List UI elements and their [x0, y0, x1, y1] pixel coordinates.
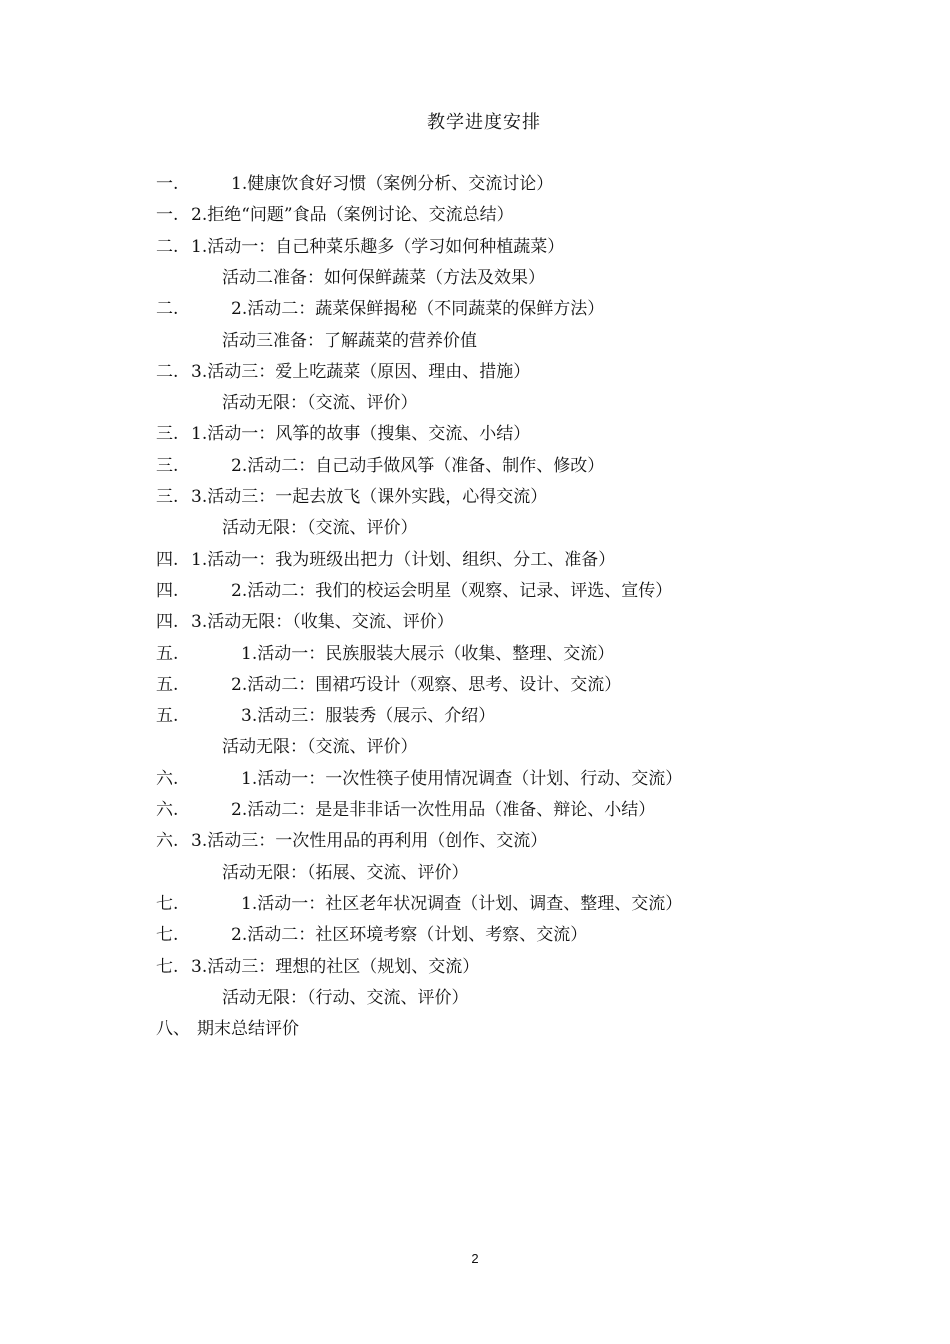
- schedule-line: [0, 359, 950, 385]
- schedule-line: [0, 171, 950, 197]
- schedule-line: [0, 296, 950, 322]
- week-number: 三.: [156, 456, 179, 476]
- schedule-line: [0, 922, 950, 948]
- schedule-line: [0, 578, 950, 604]
- schedule-line: [0, 954, 950, 980]
- activity-text: 活动无限：（行动、交流、评价）: [222, 988, 469, 1008]
- activity-text: 活动二准备：如何保鲜蔬菜（方法及效果）: [222, 268, 545, 288]
- schedule-line: [0, 328, 950, 354]
- activity-text: 3.活动三：一次性用品的再利用（创作、交流）: [191, 831, 548, 851]
- schedule-line: [0, 390, 950, 416]
- week-number: 三.: [156, 424, 179, 444]
- schedule-line: [0, 609, 950, 635]
- schedule-line: [0, 1016, 950, 1042]
- activity-text: 3.活动无限：（收集、交流、评价）: [191, 612, 454, 632]
- schedule-line: [0, 828, 950, 854]
- activity-text: 3.活动三：服装秀（展示、介绍）: [241, 706, 496, 726]
- schedule-line: [0, 202, 950, 228]
- document-title: 教学进度安排: [427, 112, 541, 133]
- week-number: 一.: [156, 205, 179, 225]
- week-number: 一.: [156, 174, 179, 194]
- activity-text: 活动无限：（交流、评价）: [222, 737, 418, 757]
- activity-text: 1.活动一：民族服装大展示（收集、整理、交流）: [241, 644, 615, 664]
- schedule-line: [0, 453, 950, 479]
- schedule-line: [0, 985, 950, 1011]
- activity-text: 3.活动三：一起去放飞（课外实践，心得交流）: [191, 487, 548, 507]
- schedule-line: [0, 234, 950, 260]
- week-number: 四.: [156, 550, 179, 570]
- week-number: 六.: [156, 831, 179, 851]
- schedule-line: [0, 797, 950, 823]
- week-number: 三.: [156, 487, 179, 507]
- activity-text: 1.健康饮食好习惯（案例分析、交流讨论）: [231, 174, 554, 194]
- week-number: 五.: [156, 675, 179, 695]
- schedule-line: [0, 766, 950, 792]
- schedule-line: [0, 641, 950, 667]
- week-number: 四.: [156, 612, 179, 632]
- week-number: 六.: [156, 769, 179, 789]
- activity-text: 2.活动二：自己动手做风筝（准备、制作、修改）: [231, 456, 605, 476]
- activity-text: 2.活动二：围裙巧设计（观察、思考、设计、交流）: [231, 675, 622, 695]
- activity-text: 2.拒绝“问题”食品（案例讨论、交流总结）: [191, 205, 514, 225]
- activity-text: 1.活动一：一次性筷子使用情况调查（计划、行动、交流）: [241, 769, 683, 789]
- activity-text: 活动无限：（交流、评价）: [222, 518, 418, 538]
- activity-text: 活动无限：（交流、评价）: [222, 393, 418, 413]
- week-number: 二.: [156, 362, 179, 382]
- schedule-line: [0, 547, 950, 573]
- activity-text: 期末总结评价: [197, 1019, 299, 1039]
- schedule-line: [0, 703, 950, 729]
- week-number: 六.: [156, 800, 179, 820]
- activity-text: 2.活动二：社区环境考察（计划、考察、交流）: [231, 925, 588, 945]
- activity-text: 3.活动三：爱上吃蔬菜（原因、理由、措施）: [191, 362, 531, 382]
- schedule-line: [0, 421, 950, 447]
- week-number: 二.: [156, 299, 179, 319]
- schedule-line: [0, 860, 950, 886]
- week-number: 二.: [156, 237, 179, 257]
- schedule-line: [0, 734, 950, 760]
- week-number: 四.: [156, 581, 179, 601]
- schedule-line: [0, 672, 950, 698]
- activity-text: 2.活动二：蔬菜保鲜揭秘（不同蔬菜的保鲜方法）: [231, 299, 605, 319]
- week-number: 七.: [156, 894, 179, 914]
- week-number: 七.: [156, 957, 179, 977]
- week-number: 五.: [156, 706, 179, 726]
- activity-text: 1.活动一：自己种菜乐趣多（学习如何种植蔬菜）: [191, 237, 565, 257]
- schedule-line: [0, 515, 950, 541]
- week-number: 七.: [156, 925, 179, 945]
- activity-text: 活动三准备：了解蔬菜的营养价值: [222, 331, 477, 351]
- activity-text: 活动无限：（拓展、交流、评价）: [222, 863, 469, 883]
- schedule-line: [0, 484, 950, 510]
- page-number: 2: [471, 1251, 479, 1266]
- schedule-line: [0, 891, 950, 917]
- activity-text: 2.活动二：是是非非话一次性用品（准备、辩论、小结）: [231, 800, 656, 820]
- activity-text: 3.活动三：理想的社区（规划、交流）: [191, 957, 480, 977]
- activity-text: 2.活动二：我们的校运会明星（观察、记录、评选、宣传）: [231, 581, 673, 601]
- schedule-line: [0, 265, 950, 291]
- week-number: 八、: [156, 1019, 190, 1039]
- activity-text: 1.活动一：风筝的故事（搜集、交流、小结）: [191, 424, 531, 444]
- activity-text: 1.活动一：社区老年状况调查（计划、调查、整理、交流）: [241, 894, 683, 914]
- week-number: 五.: [156, 644, 179, 664]
- activity-text: 1.活动一：我为班级出把力（计划、组织、分工、准备）: [191, 550, 616, 570]
